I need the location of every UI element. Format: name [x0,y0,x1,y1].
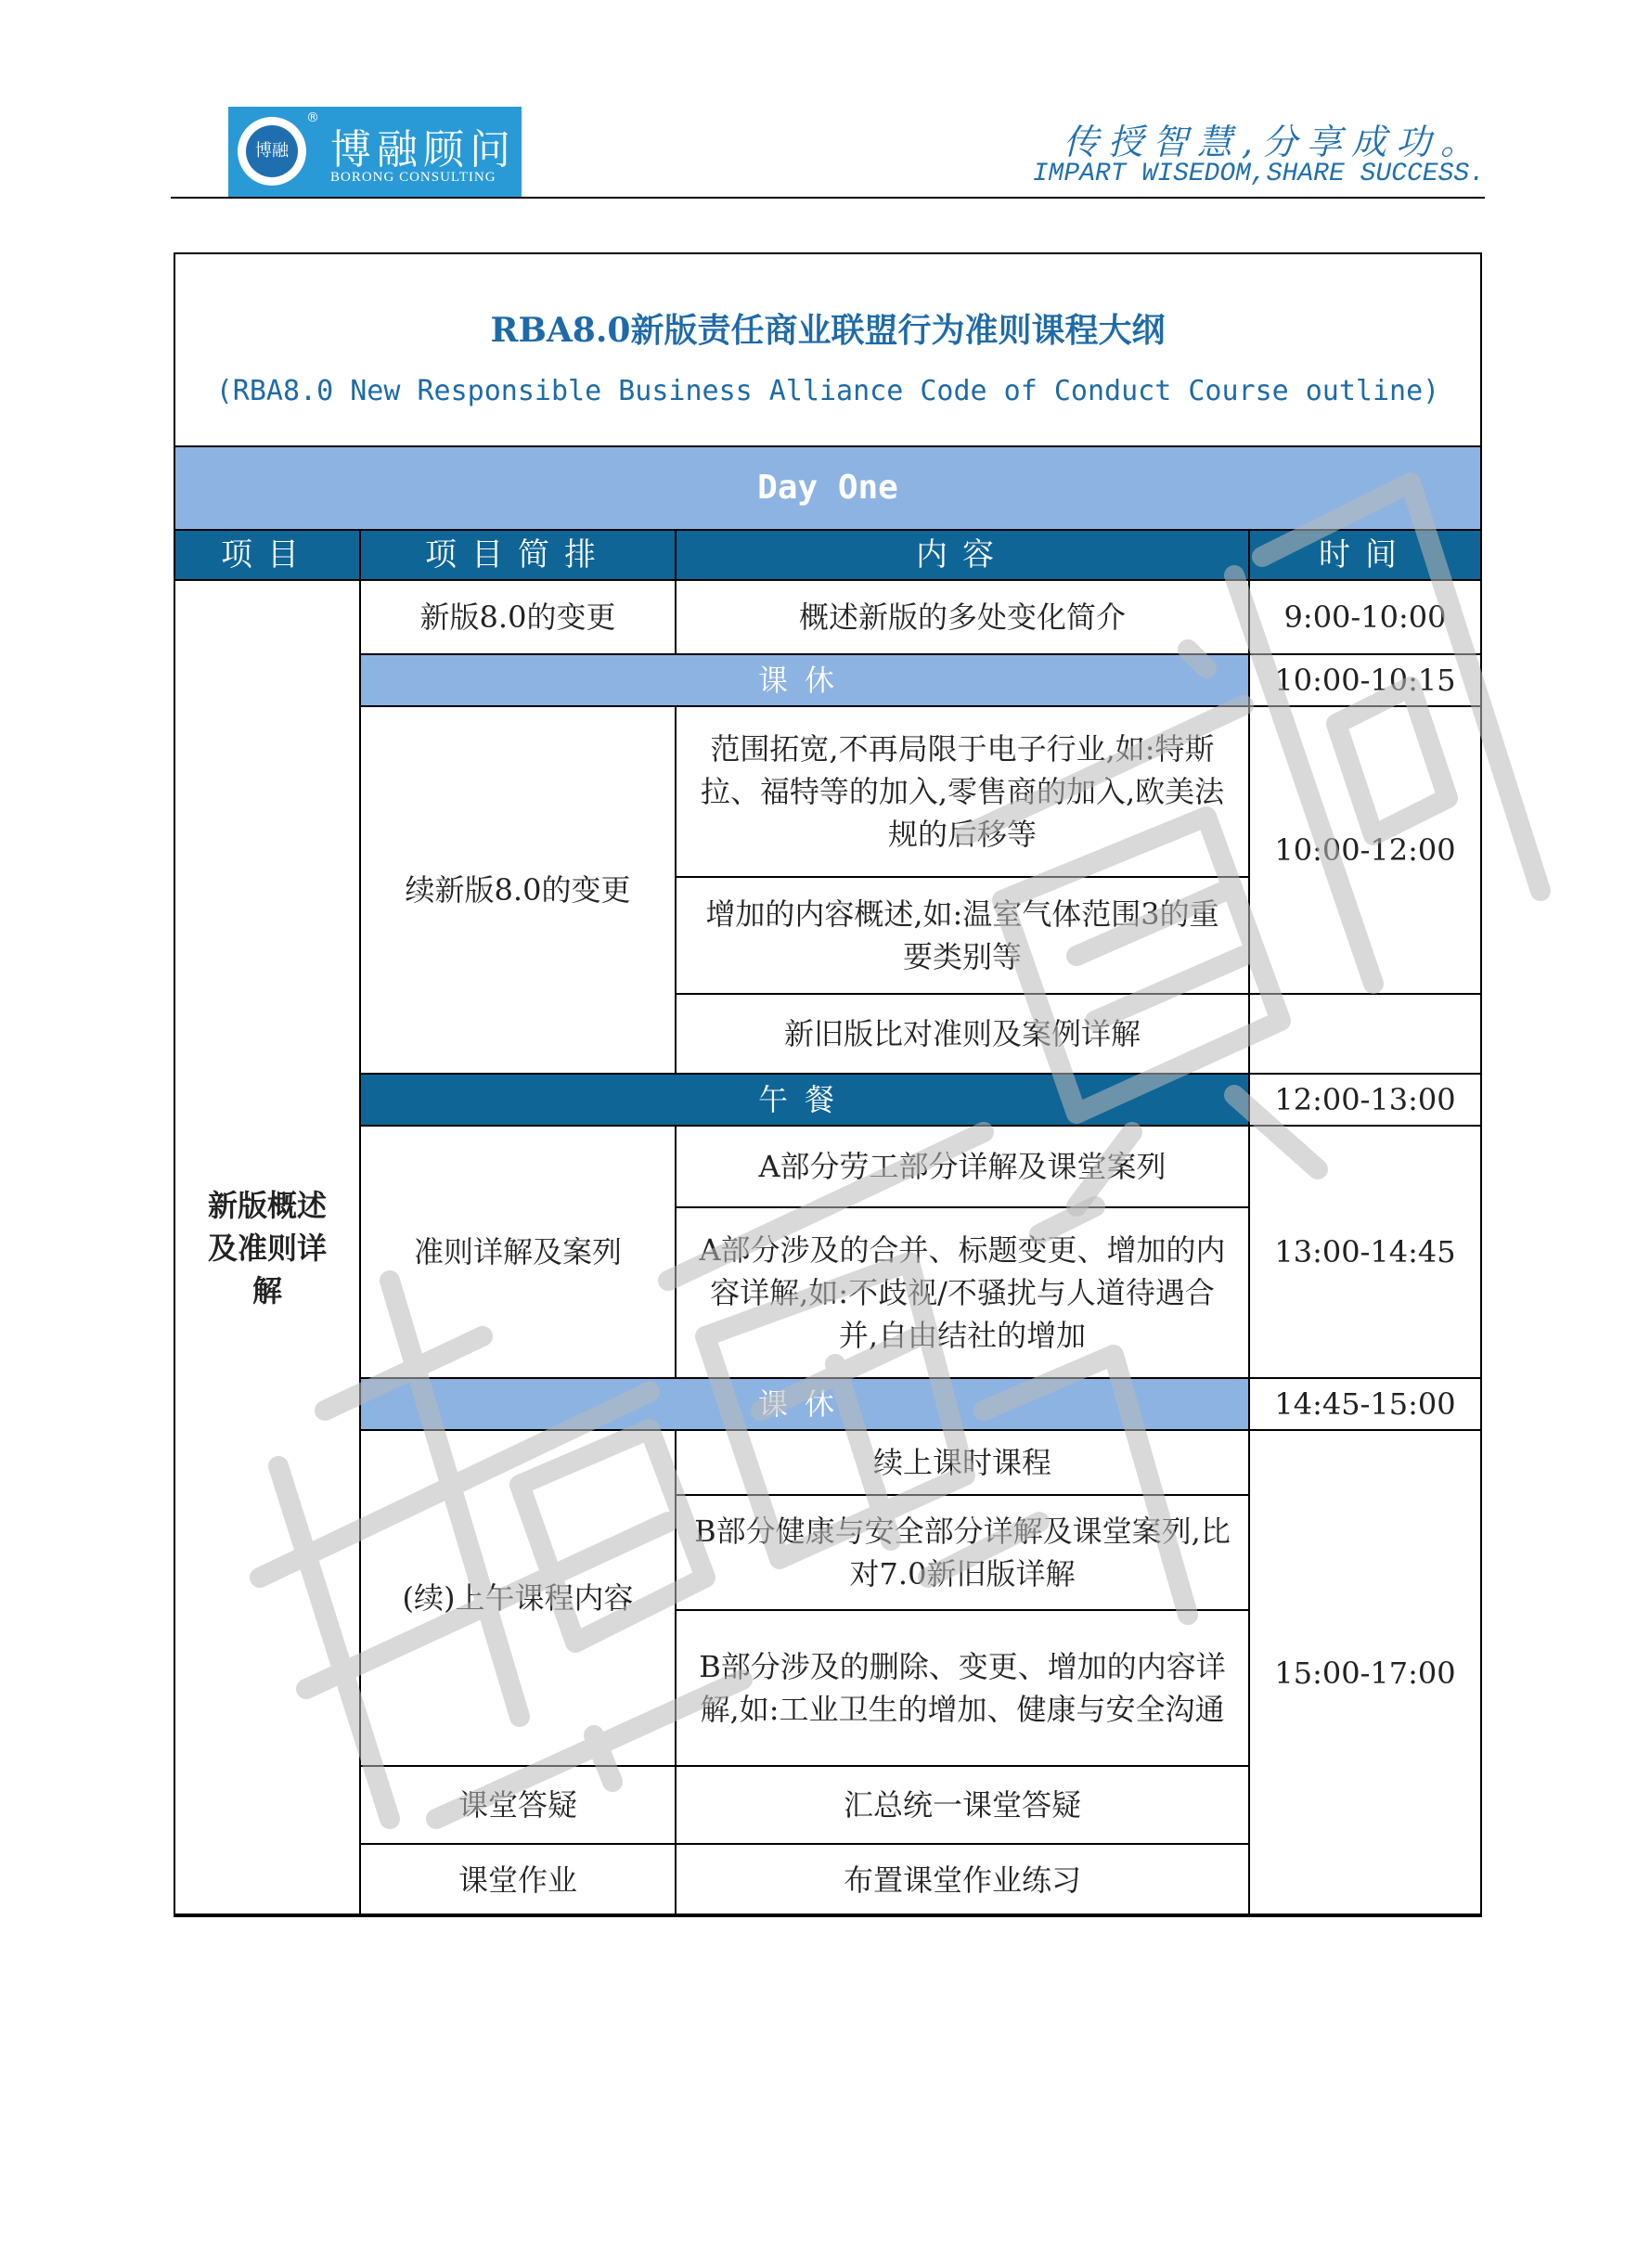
schedule-item: (续)上午课程内容 [359,1429,677,1767]
registered-mark: ® [306,110,319,125]
content-cell: 汇总统一课堂答疑 [675,1765,1250,1845]
time-cell: 9:00-10:00 [1248,579,1482,655]
header-divider [171,197,1485,199]
time-cell: 13:00-14:45 [1248,1125,1482,1379]
schedule-item: 准则详解及案列 [359,1125,677,1379]
seal-icon [238,117,306,186]
content-cell: A部分劳工部分详解及课堂案列 [675,1125,1250,1208]
content-cell: 续上课时课程 [675,1429,1250,1496]
break-band: 课休 [359,1377,1250,1431]
logo-name-cn: 博融顾问 [330,126,516,174]
day-band: Day One [174,445,1482,531]
break-band: 课休 [359,653,1250,707]
lunch-band: 午餐 [359,1073,1250,1127]
time-cell: 10:00-12:00 [1248,705,1482,995]
course-title-cn: RBA8.0新版责任商业联盟行为准则课程大纲 [490,311,1166,350]
content-cell: B部分涉及的删除、变更、增加的内容详解,如:工业卫生的增加、健康与安全沟通 [675,1609,1250,1767]
time-cell-empty [1248,993,1482,1075]
content-cell: 范围拓宽,不再局限于电子行业,如:特斯拉、福特等的加入,零售商的加入,欧美法规的后移等 [675,705,1250,878]
content-cell: 新旧版比对准则及案例详解 [675,993,1250,1075]
seal-text: 博融 [246,125,298,177]
time-cell: 10:00-10:15 [1248,653,1482,707]
time-cell: 14:45-15:00 [1248,1377,1482,1431]
company-logo [228,107,522,198]
column-header-item: 项目 [174,529,361,581]
course-outline [174,252,1482,1915]
time-cell: 15:00-17:00 [1248,1429,1482,1917]
content-cell: 概述新版的多处变化简介 [675,579,1250,655]
schedule-item: 课堂作业 [359,1843,677,1917]
logo-name-en: BORONG CONSULTING [330,170,496,185]
schedule-item: 新版8.0的变更 [359,579,677,655]
column-header-content: 内容 [675,529,1250,581]
schedule-item: 续新版8.0的变更 [359,705,677,1075]
slogan-cn: 传授智慧,分享成功。 [1063,122,1485,162]
slogan-en: IMPART WISEDOM,SHARE SUCCESS. [1032,160,1485,188]
time-cell: 12:00-13:00 [1248,1073,1482,1127]
content-cell: B部分健康与安全部分详解及课堂案列,比对7.0新旧版详解 [675,1494,1250,1611]
section-label: 新版概述及准则详解 [174,579,361,1917]
column-header-schedule: 项目简排 [359,529,677,581]
schedule-item: 课堂答疑 [359,1765,677,1845]
title-block [175,254,1480,447]
column-header-time: 时间 [1248,529,1482,581]
course-title-en: (RBA8.0 New Responsible Business Alliance Code of Conduct Course outline) [215,375,1440,407]
content-cell: A部分涉及的合并、标题变更、增加的内容详解,如:不歧视/不骚扰与人道待遇合并,自由结社的增加 [675,1206,1250,1379]
content-cell: 布置课堂作业练习 [675,1843,1250,1917]
content-cell: 增加的内容概述,如:温室气体范围3的重要类别等 [675,876,1250,995]
